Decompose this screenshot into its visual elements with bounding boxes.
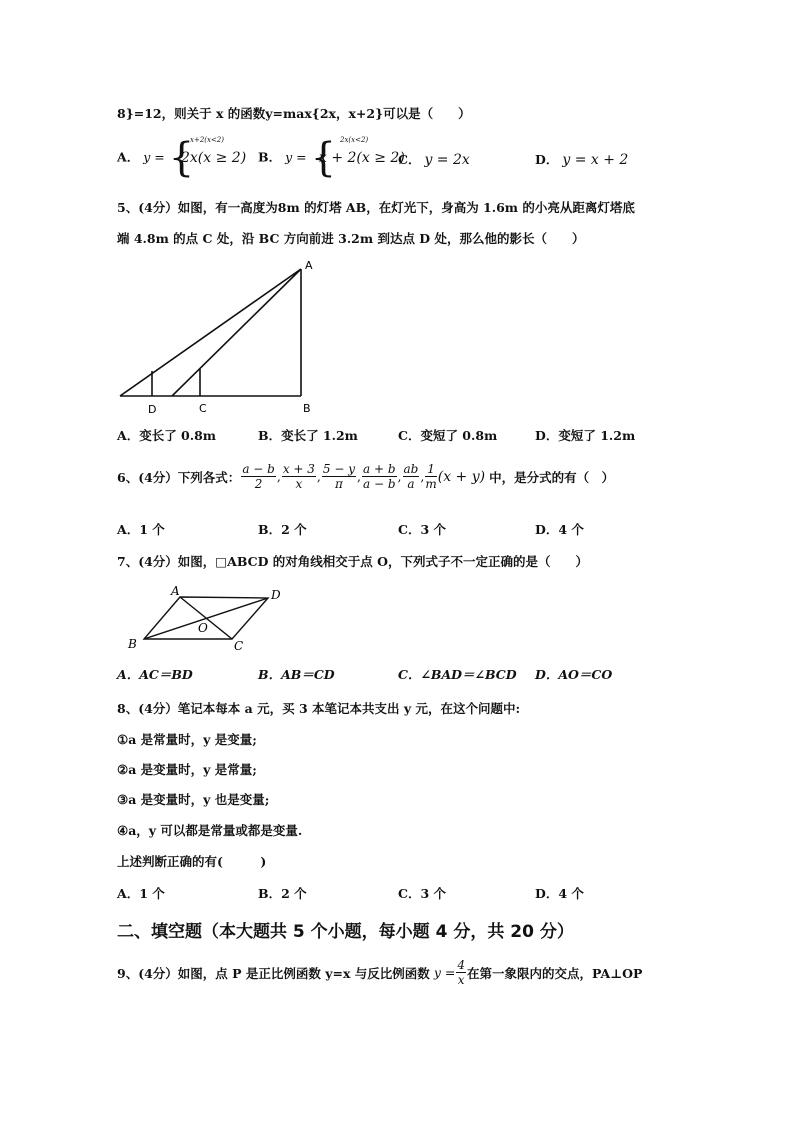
label-d: D bbox=[148, 403, 157, 416]
q6-fraction-3: $\frac{5 - y}{\pi}$ bbox=[322, 462, 356, 491]
q4-c-label: C． bbox=[398, 152, 421, 167]
q9-suffix: 在第一象限内的交点，PA⊥OP bbox=[466, 965, 643, 981]
q4-d-expr: y = x + 2 bbox=[562, 152, 629, 168]
q6-fraction-5: $\frac{ab}{a}$ bbox=[403, 462, 419, 491]
q5-option-c: C．变短了 0.8m bbox=[398, 428, 498, 443]
q9-fraction: $\frac{4}{x}$ bbox=[457, 958, 465, 987]
q8-item-3: ③a 是变量时，y 也是变量; bbox=[117, 792, 270, 807]
q8-option-a: A．1 个 bbox=[117, 886, 165, 901]
q4-a-label: A． bbox=[117, 149, 140, 165]
light-ray-d bbox=[120, 269, 301, 396]
lighthouse-figure bbox=[115, 255, 325, 420]
q6-suffix: 中，是分式的有（ ） bbox=[489, 469, 615, 485]
q6-fraction-6: $\frac{1}{m}$ bbox=[425, 462, 437, 491]
q7-option-a: A．AC＝BD bbox=[117, 667, 193, 682]
q4-option-d bbox=[535, 150, 628, 168]
q4-b-label: B． bbox=[258, 149, 282, 165]
brace-symbol: { bbox=[168, 135, 195, 181]
q7-option-c: C．∠BAD＝∠BCD bbox=[398, 667, 517, 682]
q5-option-b: B．变长了 1.2m bbox=[258, 428, 358, 443]
q7-option-b: B．AB＝CD bbox=[258, 667, 335, 682]
q4-b-bottom-case: x + 2(x ≥ 2) bbox=[319, 150, 405, 166]
label-c: C bbox=[234, 639, 244, 653]
label-a: A bbox=[171, 584, 180, 598]
q4-d-label: D． bbox=[535, 152, 559, 167]
q9-y-eq: y = bbox=[433, 965, 456, 980]
q8-stem: 8、(4分）笔记本每本 a 元，买 3 本笔记本共支出 y 元，在这个问题中: bbox=[117, 701, 521, 716]
q6-option-c: C．3 个 bbox=[398, 522, 446, 537]
question-4-stem: 8}=12，则关于 x 的函数y=max{2x，x+2}可以是（ ） bbox=[117, 106, 471, 121]
q6-option-a: A．1 个 bbox=[117, 522, 165, 537]
q4-a-top-case: x+2(x<2) bbox=[190, 136, 224, 144]
label-c: C bbox=[199, 402, 207, 415]
q6-fraction-2: $\frac{x + 3}{x}$ bbox=[282, 462, 315, 491]
q9-prefix: 9、(4分）如图，点 P 是正比例函数 y=x 与反比例函数 bbox=[117, 965, 430, 981]
q5-stem-line1: 5、(4分）如图，有一高度为8m 的灯塔 AB，在灯光下，身高为 1.6m 的小亮从距离灯塔底 bbox=[117, 200, 635, 215]
q6-option-b: B．2 个 bbox=[258, 522, 307, 537]
q5-option-a: A．变长了 0.8m bbox=[117, 428, 217, 443]
q5-option-d: D．变短了 1.2m bbox=[535, 428, 636, 443]
label-o: O bbox=[198, 621, 208, 635]
q6-fraction-1: $\frac{a - b}{2}$ bbox=[242, 462, 275, 491]
q7-option-d: D．AO＝CO bbox=[535, 667, 613, 682]
q4-option-c bbox=[398, 150, 470, 168]
q8-option-b: B．2 个 bbox=[258, 886, 307, 901]
q8-item-2: ②a 是变量时，y 是常量; bbox=[117, 762, 257, 777]
q7-stem: 7、(4分）如图，□ABCD 的对角线相交于点 O，下列式子不一定正确的是（ ） bbox=[117, 554, 588, 569]
section-heading-fill-in: 二、填空题（本大题共 5 个小题，每小题 4 分，共 20 分） bbox=[117, 922, 574, 942]
q4-a-bottom-case: 2x(x ≥ 2) bbox=[181, 150, 247, 166]
parallelogram-figure bbox=[120, 582, 290, 654]
q6-fraction-4: $\frac{a + b}{a - b}$ bbox=[363, 462, 396, 491]
label-b: B bbox=[303, 402, 311, 415]
label-d: D bbox=[271, 588, 281, 602]
q9-stem bbox=[117, 958, 642, 987]
q6-tail-expr: (x + y) bbox=[437, 468, 486, 485]
q4-a-y: y = bbox=[143, 149, 165, 165]
q4-b-top-case: 2x(x<2) bbox=[340, 136, 369, 144]
light-ray-c bbox=[172, 269, 301, 396]
q8-option-c: C．3 个 bbox=[398, 886, 446, 901]
q5-stem-line2: 端 4.8m 的点 C 处，沿 BC 方向前进 3.2m 到达点 D 处，那么他的影长（ ） bbox=[117, 231, 585, 246]
label-b: B bbox=[128, 637, 137, 651]
q8-judge: 上述判断正确的有( ) bbox=[117, 854, 267, 869]
brace-symbol: { bbox=[310, 135, 337, 181]
q4-b-y: y = bbox=[285, 149, 307, 165]
label-a: A bbox=[305, 259, 313, 272]
q6-prefix: 6、(4分）下列各式： bbox=[117, 469, 241, 485]
q8-option-d: D．4 个 bbox=[535, 886, 584, 901]
q6-stem: 6、(4分）下列各式： $\frac{a - b}{2}$ , $\frac{x + 3}{x}$ , $\frac{5 - y}{\pi}$ , $\frac{a + b}{a - b}$ , $\frac{ab}{a}$ , $\frac{1}{m}$ (x + y) 中，是分式的有（ ） bbox=[117, 462, 615, 491]
q6-option-d: D．4 个 bbox=[535, 522, 584, 537]
q4-c-expr: y = 2x bbox=[424, 152, 470, 168]
q8-item-4: ④a，y 可以都是常量或都是变量. bbox=[117, 823, 303, 838]
q8-item-1: ①a 是常量时，y 是变量; bbox=[117, 732, 257, 747]
